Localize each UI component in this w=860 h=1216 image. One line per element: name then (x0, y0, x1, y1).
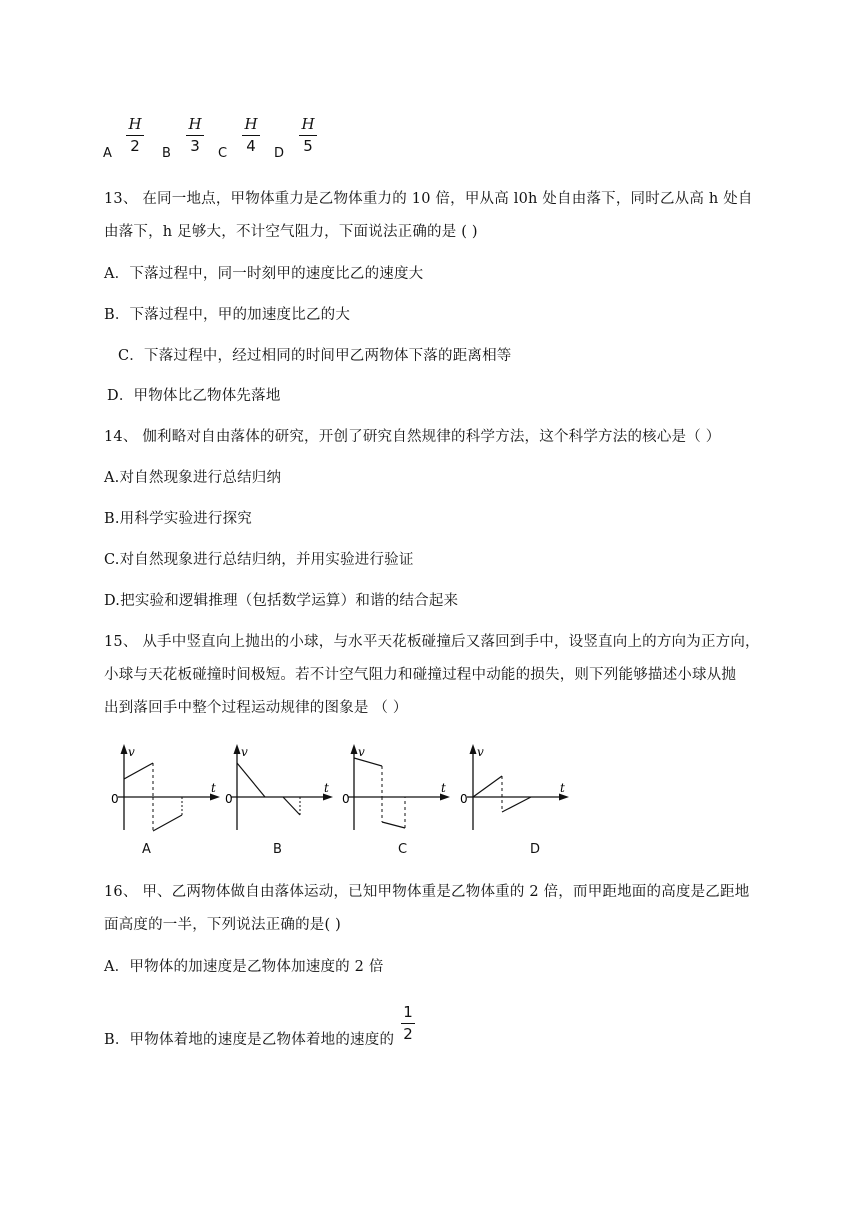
t-axis-label: t (441, 781, 446, 795)
fraction-bar (186, 135, 204, 136)
q14-option-a: A.对自然现象进行总结归纳 (104, 470, 282, 486)
t-axis-label: t (560, 781, 565, 795)
v-axis-label: v (358, 745, 365, 759)
q12-option-a-letter: A (103, 146, 112, 161)
q14-option-d: D.把实验和逻辑推理（包括数学运算）和谐的结合起来 (104, 593, 459, 609)
fraction-bar (401, 1023, 415, 1024)
q14-option-b: B.用科学实验进行探究 (104, 511, 252, 527)
fraction-numerator: H (244, 115, 258, 133)
origin-label: 0 (225, 792, 233, 806)
q12-option-c-letter: C (218, 146, 228, 161)
fraction-bar (126, 135, 144, 136)
fraction-bar (299, 135, 317, 136)
q15-graph-a-label: A (142, 842, 151, 857)
q12-option-d-letter: D (274, 146, 285, 161)
q15-graph-b-label: B (273, 842, 282, 857)
fraction-numerator: H (301, 115, 315, 133)
v-axis-label: v (128, 745, 135, 759)
fraction-denominator: 4 (246, 137, 256, 155)
fraction-numerator: 1 (403, 1003, 413, 1021)
q12-option-b-fraction (186, 116, 204, 155)
t-axis-label: t (324, 781, 329, 795)
q13-option-c: C．下落过程中，经过相同的时间甲乙两物体下落的距离相等 (118, 348, 512, 364)
q15-graph-c-label: C (398, 842, 408, 857)
fraction-numerator: H (128, 115, 142, 133)
q13-stem-line2: 由落下，h 足够大，不计空气阻力，下面说法正确的是 ( ) (104, 224, 478, 240)
q14-option-c: C.对自然现象进行总结归纳，并用实验进行验证 (104, 552, 414, 568)
origin-label: 0 (111, 792, 119, 806)
fraction-denominator: 2 (130, 137, 140, 155)
origin-label: 0 (342, 792, 350, 806)
q15-graph-c (340, 742, 455, 836)
q15-graph-d-label: D (530, 842, 541, 857)
q14-stem: 14、 伽利略对自由落体的研究，开创了研究自然规律的科学方法，这个科学方法的核心是（ ） (104, 429, 721, 445)
q13-option-d: D．甲物体比乙物体先落地 (107, 388, 281, 404)
q15-graph-b (223, 742, 338, 836)
origin-label: 0 (460, 792, 468, 806)
fraction-denominator: 3 (190, 137, 200, 155)
fraction-numerator: H (188, 115, 202, 133)
q16-stem-line2: 面高度的一半，下列说法正确的是( ) (104, 917, 342, 933)
v-axis-label: v (241, 745, 248, 759)
q16-option-b-fraction (401, 1004, 415, 1043)
q15-graph-a (108, 742, 223, 836)
q16-stem-line1: 16、 甲、乙两物体做自由落体运动，已知甲物体重是乙物体重的 2 倍，而甲距地面的高度是乙距地 (104, 884, 750, 900)
q13-option-a: A．下落过程中，同一时刻甲的速度比乙的速度大 (104, 266, 424, 282)
q15-stem-line1: 15、 从手中竖直向上抛出的小球，与水平天花板碰撞后又落回到手中，设竖直向上的方向为正方向， (104, 634, 760, 650)
fraction-bar (242, 135, 260, 136)
q12-option-b-letter: B (162, 146, 171, 161)
fraction-denominator: 2 (403, 1025, 413, 1043)
q15-graph-d (457, 742, 572, 836)
q15-stem-line3: 出到落回手中整个过程运动规律的图象是 （ ） (104, 700, 408, 716)
fraction-denominator: 5 (303, 137, 313, 155)
q12-option-a-fraction (126, 116, 144, 155)
q16-option-a: A．甲物体的加速度是乙物体加速度的 2 倍 (104, 959, 384, 975)
q15-stem-line2: 小球与天花板碰撞时间极短。若不计空气阻力和碰撞过程中动能的损失，则下列能够描述小球从抛 (104, 667, 737, 683)
q12-option-d-fraction (299, 116, 317, 155)
q16-option-b: B．甲物体着地的速度是乙物体着地的速度的 (104, 1032, 395, 1048)
q13-option-b: B．下落过程中，甲的加速度比乙的大 (104, 307, 351, 323)
q12-option-c-fraction (242, 116, 260, 155)
v-axis-label: v (477, 745, 484, 759)
t-axis-label: t (211, 781, 216, 795)
q13-stem-line1: 13、 在同一地点，甲物体重力是乙物体重力的 10 倍，甲从高 l0h 处自由落下，同时乙从高 h 处自 (104, 191, 753, 207)
